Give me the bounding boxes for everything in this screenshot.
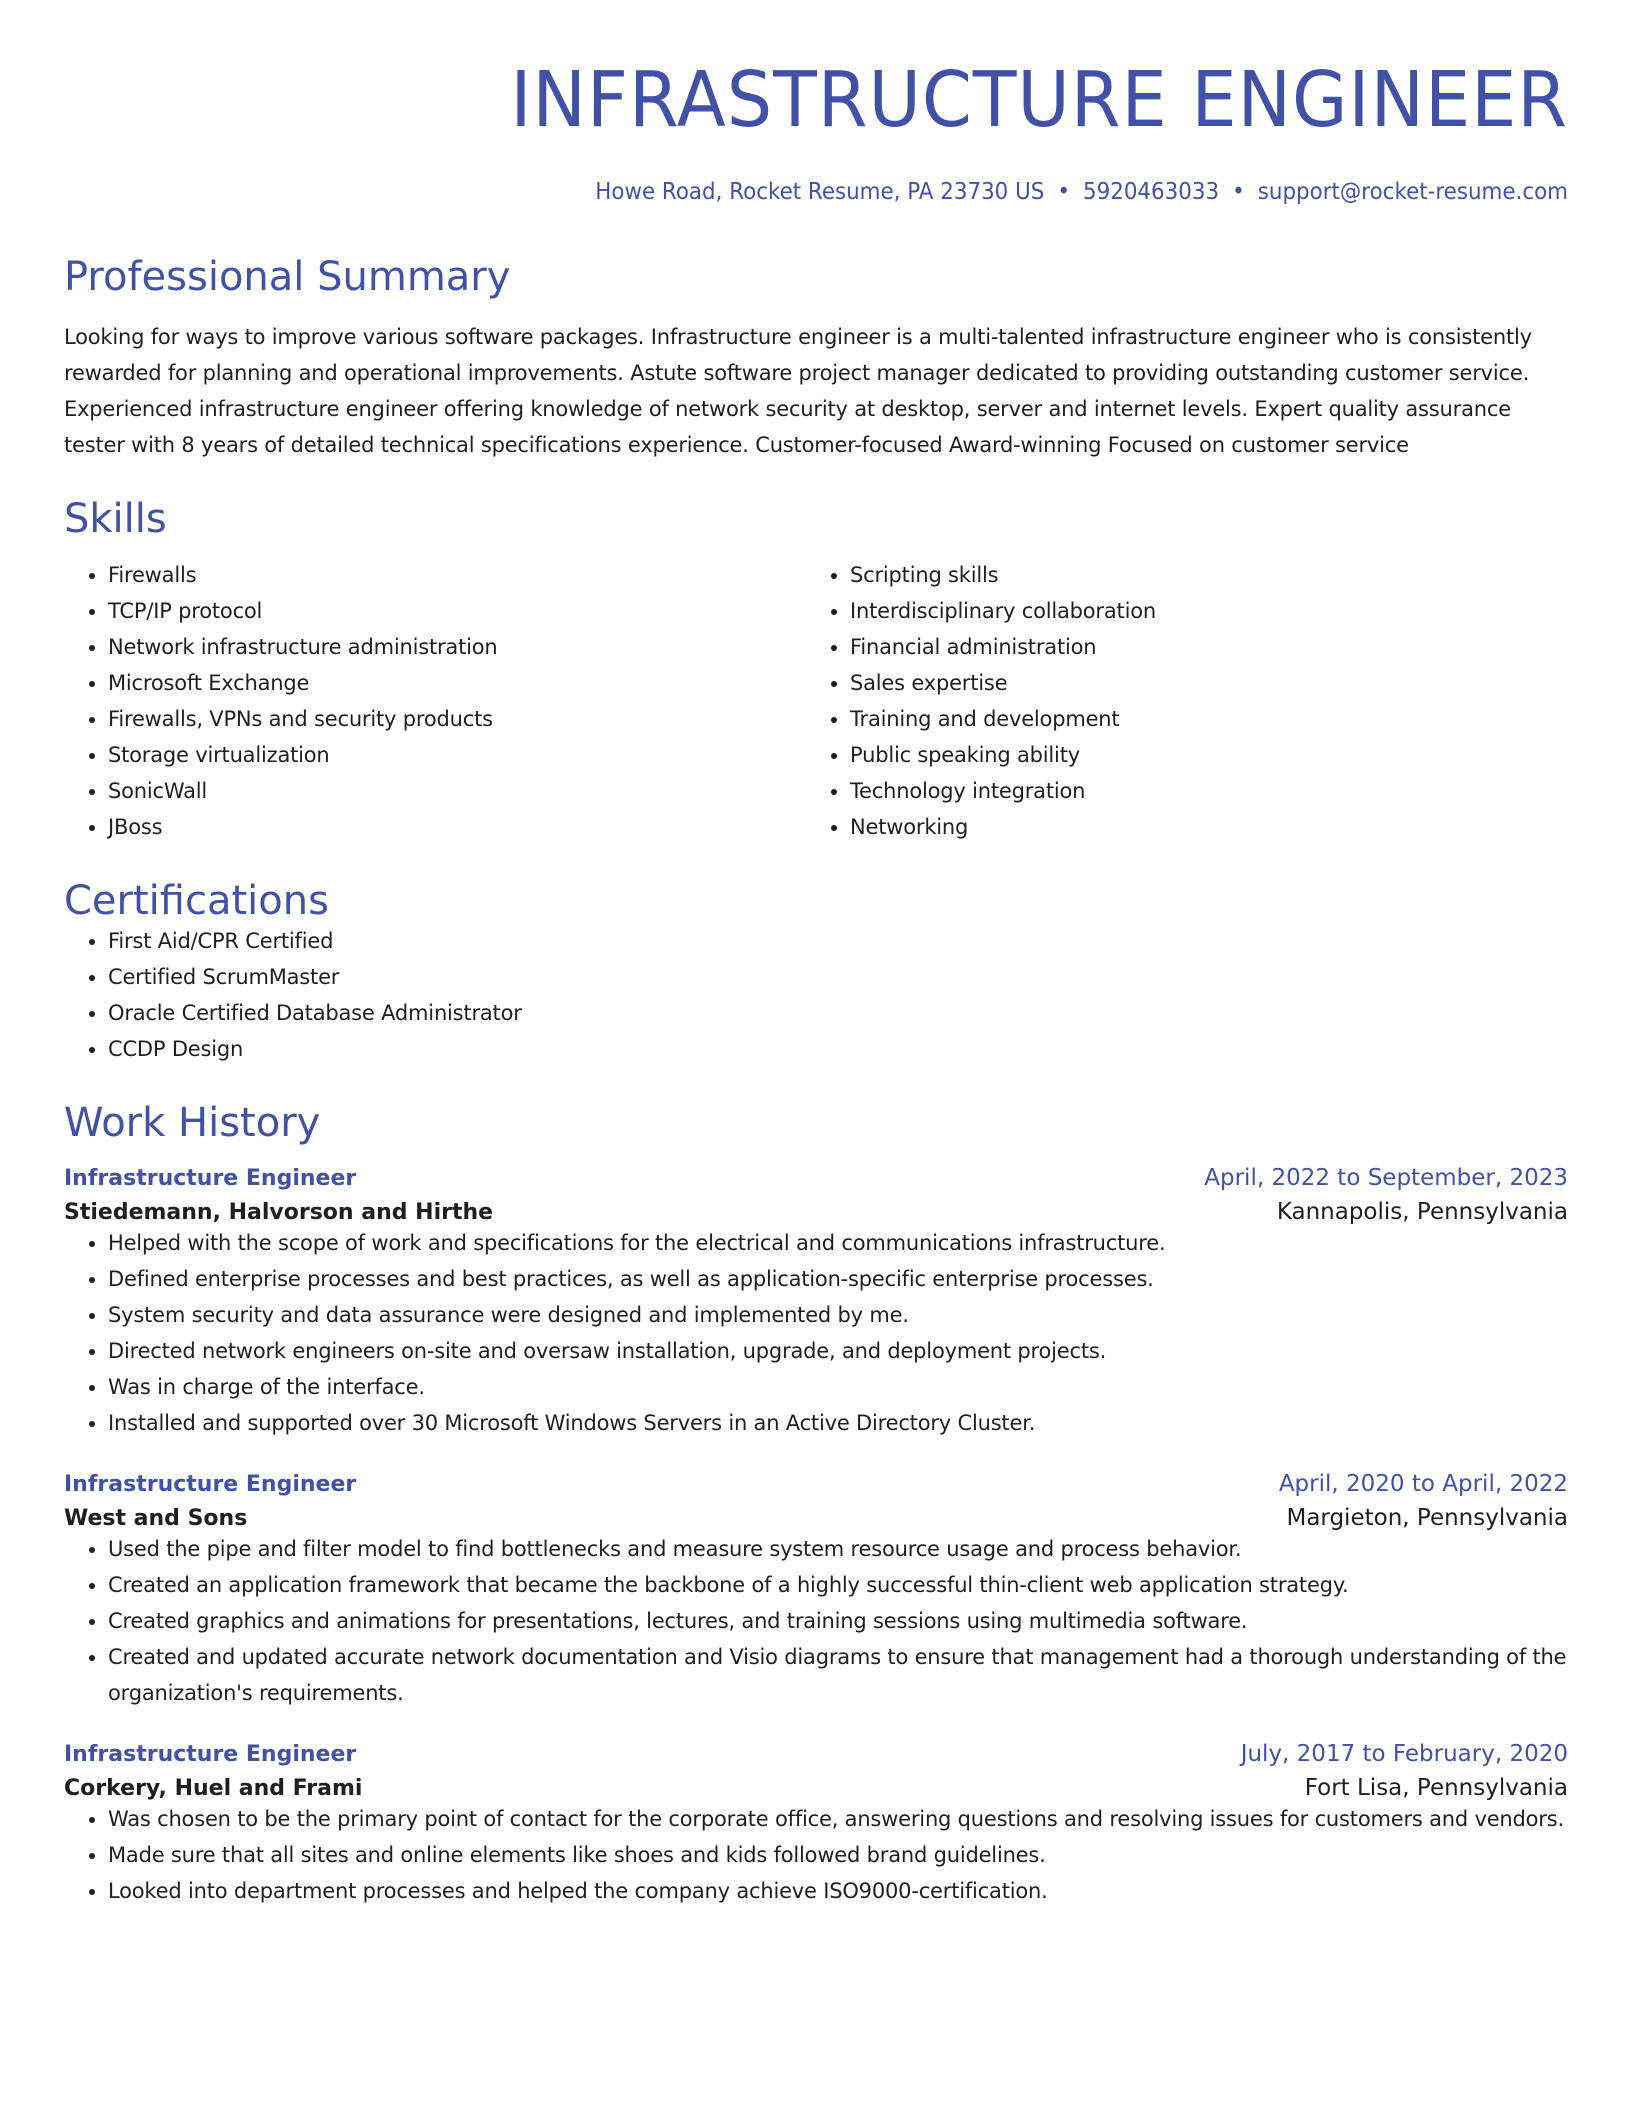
section-title-summary: Professional Summary [64,254,511,300]
job-bullets [64,1225,1568,1441]
job-title: Infrastructure Engineer [64,1742,357,1767]
job-bullet: • Created an application framework that became the backbone of a highly successful thin-client web application strategy. [108,1567,1568,1603]
skill-item: • TCP/IP protocol [108,593,806,629]
job-header-row [64,1471,1568,1497]
section-title-skills: Skills [64,496,167,542]
skill-item: • Microsoft Exchange [108,665,806,701]
job-company: Corkery, Huel and Frami [64,1776,363,1801]
skill-item: • Networking [850,809,1548,845]
job-company-row [64,1199,1568,1225]
job-bullet: • Made sure that all sites and online elements like shoes and kids followed brand guidelines. [108,1837,1568,1873]
job-bullet: • Helped with the scope of work and specifications for the electrical and communications infrastructure. [108,1225,1568,1261]
job-bullet: • Installed and supported over 30 Microsoft Windows Servers in an Active Directory Cluster. [108,1405,1568,1441]
job-title: Infrastructure Engineer [64,1166,357,1191]
job-header-row [64,1741,1568,1767]
job-bullet: • System security and data assurance were designed and implemented by me. [108,1297,1568,1333]
skill-item: • Network infrastructure administration [108,629,806,665]
skills-column-right [806,557,1548,845]
skill-item: • Storage virtualization [108,737,806,773]
job-company-row [64,1505,1568,1531]
job-location: Kannapolis, Pennsylvania [1276,1199,1568,1225]
job-bullet: • Used the pipe and filter model to find bottlenecks and measure system resource usage and process behavior. [108,1531,1568,1567]
certification-item: • CCDP Design [108,1031,1568,1067]
skill-item: • Sales expertise [850,665,1548,701]
skill-item: • Public speaking ability [850,737,1548,773]
certification-item: • First Aid/CPR Certified [108,923,1568,959]
skills-grid [64,557,1568,845]
skill-item: • SonicWall [108,773,806,809]
contact-separator: • [1232,179,1245,205]
certification-item: • Oracle Certified Database Administrator [108,995,1568,1031]
section-title-certifications: Certifications [64,878,329,924]
skill-item: • Scripting skills [850,557,1548,593]
job-dates: April, 2022 to September, 2023 [1204,1165,1568,1191]
contact-separator: • [1057,179,1070,205]
job-entry [64,1741,1568,1909]
certification-item: • Certified ScrumMaster [108,959,1568,995]
skill-item: • Financial administration [850,629,1548,665]
summary-text: Looking for ways to improve various software packages. Infrastructure engineer is a multi-talented infrastructure engineer who is consistently rewarded for planning and operational improvements. Astute software project manager dedicated to providing outstanding customer service. Experienced infrastructure engineer offering knowledge of network security at desktop, server and internet levels. Expert quality assurance tester with 8 years of detailed technical specifications experience. Customer-focused Award-winning Focused on customer service [64,325,1532,457]
contact-address: Howe Road, Rocket Resume, PA 23730 US [595,179,1045,205]
job-title: Infrastructure Engineer [64,1472,357,1497]
skill-item: • Interdisciplinary collaboration [850,593,1548,629]
skill-item: • Firewalls, VPNs and security products [108,701,806,737]
skills-list-left [64,557,806,845]
skill-item: • Training and development [850,701,1548,737]
job-bullet: • Defined enterprise processes and best practices, as well as application-specific enterprise processes. [108,1261,1568,1297]
skills-column-left [64,557,806,845]
job-company: West and Sons [64,1506,248,1531]
job-bullet: • Created graphics and animations for presentations, lectures, and training sessions using multimedia software. [108,1603,1568,1639]
job-entry [64,1471,1568,1711]
job-dates: April, 2020 to April, 2022 [1278,1471,1568,1497]
skill-item: • Technology integration [850,773,1548,809]
job-bullets [64,1531,1568,1711]
job-bullet: • Looked into department processes and helped the company achieve ISO9000-certification. [108,1873,1568,1909]
skills-list-right [806,557,1548,845]
job-location: Fort Lisa, Pennsylvania [1304,1775,1568,1801]
job-bullets [64,1801,1568,1909]
contact-line [169,179,1568,205]
job-dates: July, 2017 to February, 2020 [1240,1741,1568,1767]
job-entry [64,1165,1568,1441]
job-bullet: • Was in charge of the interface. [108,1369,1568,1405]
skill-item: • JBoss [108,809,806,845]
certifications-list [64,923,1568,1067]
contact-email[interactable]: support@rocket-resume.com [1257,179,1568,205]
skill-item: • Firewalls [108,557,806,593]
job-bullet: • Directed network engineers on-site and oversaw installation, upgrade, and deployment projects. [108,1333,1568,1369]
resume-name: INFRASTRUCTURE ENGINEER [510,56,1568,145]
job-bullet: • Created and updated accurate network documentation and Visio diagrams to ensure that management had a thorough understanding of the organization's requirements. [108,1639,1568,1711]
job-company-row [64,1775,1568,1801]
section-title-work-history: Work History [64,1100,321,1146]
job-location: Margieton, Pennsylvania [1286,1505,1568,1531]
job-company: Stiedemann, Halvorson and Hirthe [64,1200,494,1225]
job-bullet: • Was chosen to be the primary point of contact for the corporate office, answering questions and resolving issues for customers and vendors. [108,1801,1568,1837]
contact-phone: 5920463033 [1082,179,1220,205]
job-header-row [64,1165,1568,1191]
